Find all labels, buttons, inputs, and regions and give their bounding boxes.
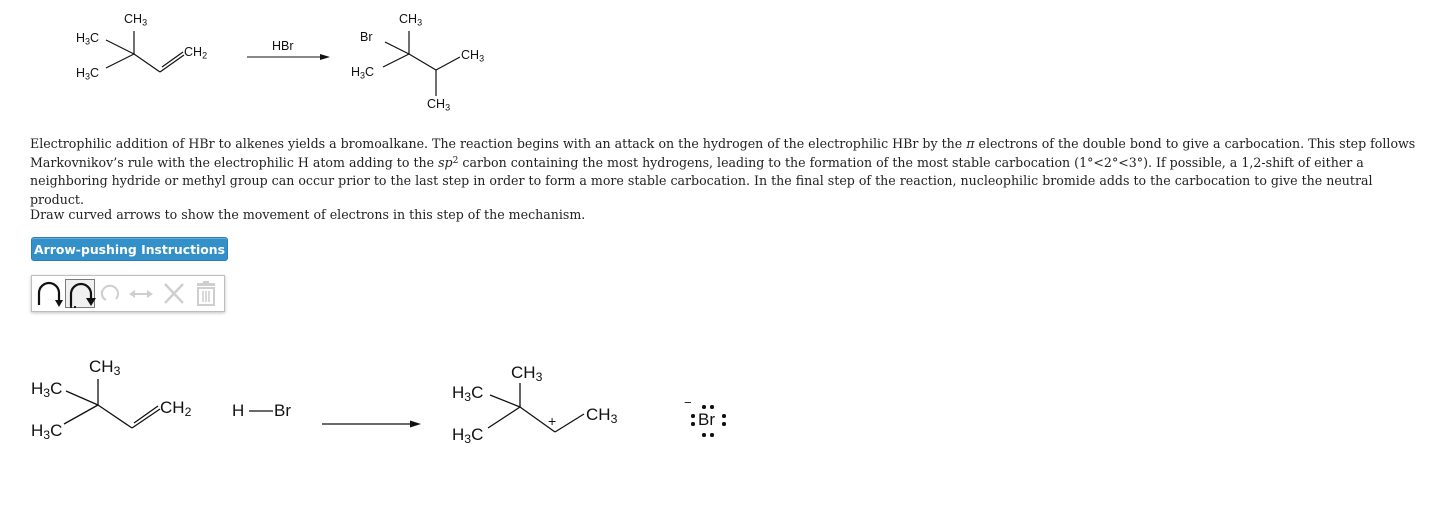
carbocation-ch3-right: $CH_3$	[586, 405, 618, 427]
alkene-ch2: $CH_2$	[160, 398, 192, 420]
product-ch3-right: $CH_3$	[461, 48, 485, 64]
reactant-h3c-upper: $H_3C$	[76, 31, 100, 47]
bromide-charge: −	[684, 395, 692, 410]
instruction-text: Draw curved arrows to show the movement of electrons in this step of the mechanism.	[30, 207, 586, 222]
reagent-label: HBr	[272, 39, 294, 53]
bromide-symbol: Br	[698, 410, 715, 429]
reactant-ch3-top: $CH_3$	[124, 12, 148, 28]
sp-superscript: 2	[452, 155, 459, 166]
reactant-ch2: $CH_2$	[184, 45, 208, 61]
carbocation-charge: +	[548, 413, 557, 429]
hbr-bromine[interactable]: Br	[274, 401, 291, 420]
alkene-ch3-top: $CH_3$	[89, 357, 121, 379]
description-part2: electrons of the double bond to give a carbocation. This step follows Markovnikov’s rule with the electrophilic H atom adding to the	[30, 136, 1416, 170]
carbocation-h3c-lower: $H_3C$	[452, 425, 484, 447]
bromide-ion[interactable]	[684, 396, 734, 444]
description-part3: carbon containing the most hydrogens, leading to the formation of the most stable carbocation (1°<2°<3°). If possible, a 1,2-shift of either a neighboring hydride or methyl group can occur prior to the last step in order to form a more stable carbocation. In the final step of the reaction, nucleophilic bromide adds to the carbocation to give the neutral product.	[30, 154, 1373, 207]
product-ch3-bottom: $CH_3$	[427, 97, 451, 113]
product-ch3-top: $CH_3$	[399, 12, 423, 28]
pi-symbol: π	[966, 136, 975, 151]
alkene-h3c-lower: $H_3C$	[31, 421, 63, 443]
description-part1: Electrophilic addition of HBr to alkenes yields a bromoalkane. The reaction begins with an attack on the hydrogen of the electrophilic HBr by the	[30, 136, 967, 151]
carbocation-h3c-upper: $H_3C$	[452, 383, 484, 405]
arrow-pushing-instructions-button[interactable]: Arrow-pushing Instructions	[31, 237, 228, 261]
reactant-h3c-lower: $H_3C$	[76, 66, 100, 82]
product-h3c: $H_3C$	[351, 65, 375, 81]
alkene-h3c-upper: $H_3C$	[31, 379, 63, 401]
carbocation-ch3-top: $CH_3$	[511, 363, 543, 385]
hbr-hydrogen[interactable]: H	[232, 401, 245, 420]
product-br: Br	[360, 30, 373, 44]
sp-label: sp	[438, 154, 453, 170]
